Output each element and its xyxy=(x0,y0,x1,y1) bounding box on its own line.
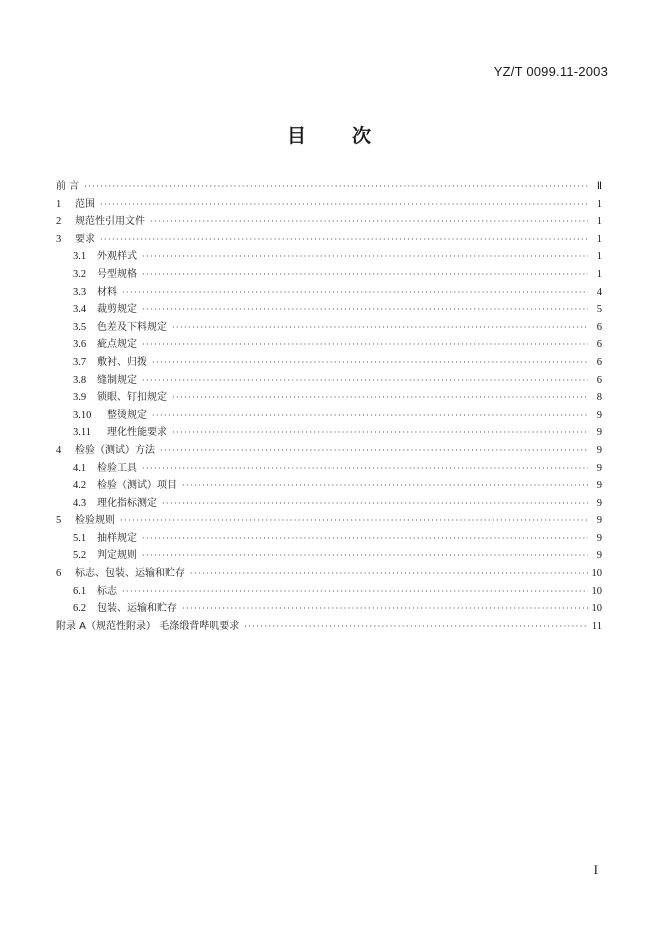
toc-leader-dots xyxy=(142,530,588,548)
toc-leader-dots xyxy=(160,442,588,460)
toc-entry-title: 标志 xyxy=(97,585,117,597)
toc-leader-dots xyxy=(142,248,588,266)
toc-entry-title: 色差及下料规定 xyxy=(97,321,167,333)
toc-entry-page: 10 xyxy=(591,568,602,580)
toc-leader-dots xyxy=(142,547,588,565)
toc-entry[interactable] xyxy=(56,583,602,601)
toc-entry-page: 1 xyxy=(596,251,602,263)
toc-leader-dots xyxy=(120,512,588,530)
toc-leader-dots xyxy=(182,600,588,618)
toc-entry[interactable] xyxy=(56,495,602,513)
toc-entry-number: 5.2 xyxy=(73,550,87,562)
toc-leader-dots xyxy=(182,477,588,495)
toc-entry[interactable] xyxy=(56,301,602,319)
toc-entry-page: 1 xyxy=(596,216,602,228)
toc-entry-number: 3.6 xyxy=(73,339,87,351)
toc-leader-dots xyxy=(152,407,588,425)
toc-entry-number: 6.2 xyxy=(73,603,87,615)
toc-entry-page: 9 xyxy=(596,427,602,439)
toc-entry-page: 10 xyxy=(591,603,602,615)
toc-entry-page: 6 xyxy=(596,321,602,333)
toc-entry-title: 外观样式 xyxy=(97,251,137,263)
toc-entry-number: 3.11 xyxy=(73,427,91,439)
toc-entry-title: 判定规则 xyxy=(97,550,137,562)
toc-entry[interactable] xyxy=(56,248,602,266)
toc-entry-page: 9 xyxy=(596,532,602,544)
toc-entry-title: 附录 A（规范性附录） 毛涤缎背哔叽要求 xyxy=(56,620,240,632)
toc-entry-page: 10 xyxy=(591,585,602,597)
title-char-2: 次 xyxy=(352,125,372,147)
toc-entry[interactable] xyxy=(56,354,602,372)
toc-leader-dots xyxy=(172,319,588,337)
toc-entry-number: 3.7 xyxy=(73,356,87,368)
toc-entry-title: 理化性能要求 xyxy=(107,427,167,439)
toc-leader-dots xyxy=(100,231,588,249)
toc-entry-number: 3 xyxy=(56,233,62,245)
toc-entry-number: 1 xyxy=(56,198,62,210)
toc-entry-number: 3.10 xyxy=(73,409,92,421)
toc-entry[interactable] xyxy=(56,442,602,460)
toc-leader-dots xyxy=(162,495,588,513)
toc-entry-title: 理化指标测定 xyxy=(97,497,157,509)
toc-leader-dots xyxy=(244,618,588,636)
toc-entry[interactable] xyxy=(56,547,602,565)
toc-entry-number: 6 xyxy=(56,568,62,580)
toc-entry-number: 6.1 xyxy=(73,585,87,597)
toc-entry-title: 检验工具 xyxy=(97,462,137,474)
toc-entry-title: 范围 xyxy=(75,198,95,210)
toc-leader-dots xyxy=(152,354,588,372)
toc-entry-title: 敷衬、归拨 xyxy=(97,356,147,368)
toc-entry-page: 1 xyxy=(596,198,602,210)
toc-entry[interactable] xyxy=(56,530,602,548)
toc-entry-page: 1 xyxy=(596,233,602,245)
toc-leader-dots xyxy=(142,301,588,319)
toc-entry-page: 6 xyxy=(596,356,602,368)
toc-entry[interactable] xyxy=(56,372,602,390)
toc-leader-dots xyxy=(142,266,588,284)
toc-leader-dots xyxy=(172,424,588,442)
toc-entry-page: 9 xyxy=(596,550,602,562)
toc-entry-number: 5 xyxy=(56,515,62,527)
toc-entry-title: 缝制规定 xyxy=(97,374,137,386)
toc-entry-page: 11 xyxy=(591,620,602,632)
toc-entry-number: 3.8 xyxy=(73,374,87,386)
toc-entry-page: 1 xyxy=(596,268,602,280)
toc-entry-title: 疵点规定 xyxy=(97,339,137,351)
toc-entry-title: 抽样规定 xyxy=(97,532,137,544)
toc-leader-dots xyxy=(122,284,588,302)
page-title xyxy=(0,121,658,148)
toc-entry[interactable] xyxy=(56,477,602,495)
toc-entry-page: 9 xyxy=(596,480,602,492)
toc-entry-page: 8 xyxy=(596,392,602,404)
toc-entry[interactable] xyxy=(56,284,602,302)
toc-entry-title: 检验规则 xyxy=(75,515,115,527)
page-number: I xyxy=(593,862,598,877)
toc-entry[interactable] xyxy=(56,231,602,249)
toc-entry[interactable] xyxy=(56,266,602,284)
toc-entry[interactable] xyxy=(56,196,602,214)
toc-entry-title: 前 言 xyxy=(56,181,80,192)
toc-entry-number: 3.3 xyxy=(73,286,87,298)
toc-entry-number: 3.5 xyxy=(73,321,87,333)
toc-entry-number: 4 xyxy=(56,444,62,456)
toc-entry[interactable] xyxy=(56,213,602,231)
toc-entry-number: 5.1 xyxy=(73,532,87,544)
toc-entry-title: 整烫规定 xyxy=(107,409,147,421)
toc-entry[interactable] xyxy=(56,319,602,337)
toc-entry-number: 4.1 xyxy=(73,462,87,474)
toc-entry[interactable] xyxy=(56,512,602,530)
toc-entry[interactable] xyxy=(56,600,602,618)
toc-entry-number: 3.9 xyxy=(73,392,87,404)
toc-entry-page: Ⅱ xyxy=(596,181,602,192)
toc-entry-number: 3.1 xyxy=(73,251,87,263)
toc-leader-dots xyxy=(84,178,588,196)
toc-entry-title: 要求 xyxy=(75,233,95,245)
toc-entry-title: 检验（测试）方法 xyxy=(75,444,155,456)
toc-entry-page: 9 xyxy=(596,462,602,474)
toc-entry-number: 4.3 xyxy=(73,497,87,509)
toc-entry-title: 裁剪规定 xyxy=(97,304,137,316)
title-char-1: 目 xyxy=(286,125,306,147)
toc-entry[interactable] xyxy=(56,389,602,407)
toc-entry[interactable] xyxy=(56,618,602,636)
toc-entry-number: 3.4 xyxy=(73,304,87,316)
toc-leader-dots xyxy=(142,372,588,390)
toc-entry-page: 6 xyxy=(596,339,602,351)
toc-entry[interactable] xyxy=(56,460,602,478)
toc-entry-page: 9 xyxy=(596,444,602,456)
toc-entry-number: 2 xyxy=(56,216,62,228)
table-of-contents xyxy=(56,178,602,635)
toc-entry-title: 锁眼、钉扣规定 xyxy=(97,392,167,404)
toc-entry-number: 3.2 xyxy=(73,268,87,280)
toc-entry-page: 4 xyxy=(596,286,602,298)
toc-leader-dots xyxy=(190,565,588,583)
toc-leader-dots xyxy=(142,460,588,478)
toc-leader-dots xyxy=(122,583,588,601)
toc-entry[interactable] xyxy=(56,565,602,583)
toc-leader-dots xyxy=(150,213,588,231)
standard-code: YZ/T 0099.11-2003 xyxy=(493,64,608,79)
toc-entry-title: 规范性引用文件 xyxy=(75,216,145,228)
toc-entry[interactable] xyxy=(56,424,602,442)
toc-entry-page: 5 xyxy=(596,304,602,316)
toc-entry-page: 9 xyxy=(596,497,602,509)
toc-entry-page: 9 xyxy=(596,515,602,527)
toc-entry-title: 标志、包装、运输和贮存 xyxy=(75,568,185,580)
toc-entry-title: 包装、运输和贮存 xyxy=(97,603,177,615)
toc-entry-page: 6 xyxy=(596,374,602,386)
toc-entry-title: 号型规格 xyxy=(97,268,137,280)
toc-entry-number: 4.2 xyxy=(73,480,87,492)
toc-entry-title: 材料 xyxy=(97,286,117,298)
toc-entry-title: 检验（测试）项目 xyxy=(97,480,177,492)
toc-entry[interactable] xyxy=(56,178,602,196)
toc-leader-dots xyxy=(172,389,588,407)
toc-entry-page: 9 xyxy=(596,409,602,421)
toc-entry[interactable] xyxy=(56,336,602,354)
toc-leader-dots xyxy=(142,336,588,354)
toc-leader-dots xyxy=(100,196,588,214)
toc-entry[interactable] xyxy=(56,407,602,425)
